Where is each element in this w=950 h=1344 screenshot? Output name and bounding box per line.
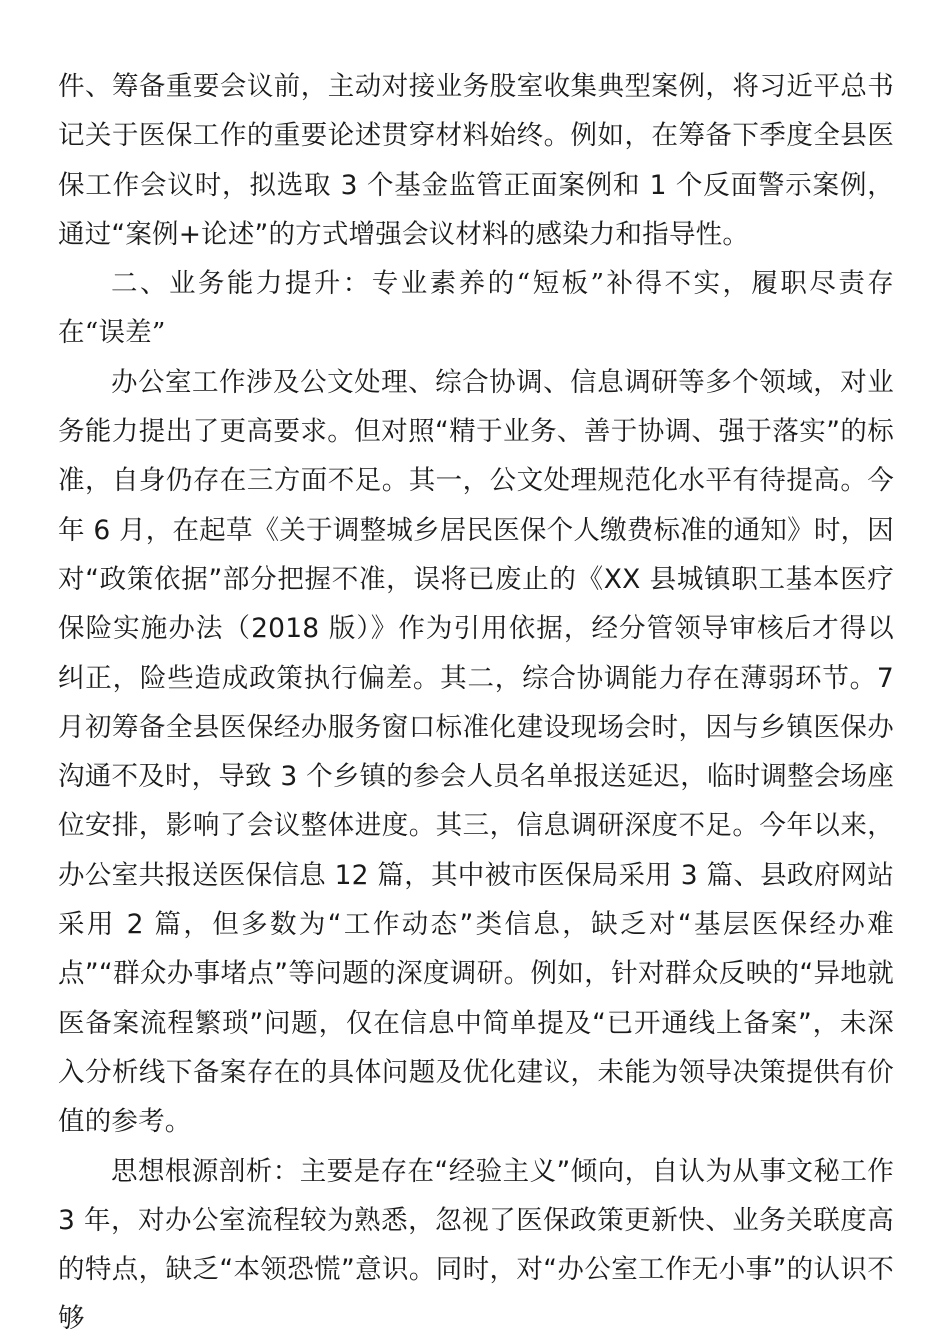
paragraph-root-cause: 思想根源剖析：主要是存在“经验主义”倾向，自认为从事文秘工作 3 年，对办公室流程较为熟悉，忽视了医保政策更新快、业务关联度高的特点，缺乏“本领恐慌”意识。同时，对“办公室工作无小事”的认识不够 <box>58 1155 894 1335</box>
paragraph-body: 办公室工作涉及公文处理、综合协调、信息调研等多个领域，对业务能力提出了更高要求。但对照“精于业务、善于协调、强于落实”的标准，自身仍存在三方面不足。其一，公文处理规范化水平有待提高。今年 6 月，在起草《关于调整城乡居民医保个人缴费标准的通知》时，因对“政策依据”部分把握不准，误将已废止的《XX 县城镇职工基本医疗保险实施办法（2018 版）》作为引用依据，经分管领导审核后才得以纠正，险些造成政策执行偏差。其二，综合协调能力存在薄弱环节。7 月初筹备全县医保经办服务窗口标准化建设现场会时，因与乡镇医保办沟通不及时，导致 3 个乡镇的参会人员名单报送延迟，临时调整会场座位安排，影响了会议整体进度。其三，信息调研深度不足。今年以来，办公室共报送医保信息 12 篇，其中被市医保局采用 3 篇、县政府网站采用 2 篇，但多数为“工作动态”类信息，缺乏对“基层医保经办难点”“群众办事堵点”等问题的深度调研。例如，针对群众反映的“异地就医备案流程繁琐”问题，仅在信息中简单提及“已开通线上备案”，未深入分析线下备案存在的具体问题及优化建议，未能为领导决策提供有价值的参考。 <box>58 366 894 1138</box>
document-page <box>58 62 894 1344</box>
section-heading: 二、业务能力提升：专业素养的“短板”补得不实，履职尽责存在“误差” <box>58 268 894 349</box>
paragraph-continued: 件、筹备重要会议前，主动对接业务股室收集典型案例，将习近平总书记关于医保工作的重要论述贯穿材料始终。例如，在筹备下季度全县医保工作会议时，拟选取 3 个基金监管正面案例和 1 个反面警示案例，通过“案例+论述”的方式增强会议材料的感染力和指导性。 <box>58 71 894 250</box>
